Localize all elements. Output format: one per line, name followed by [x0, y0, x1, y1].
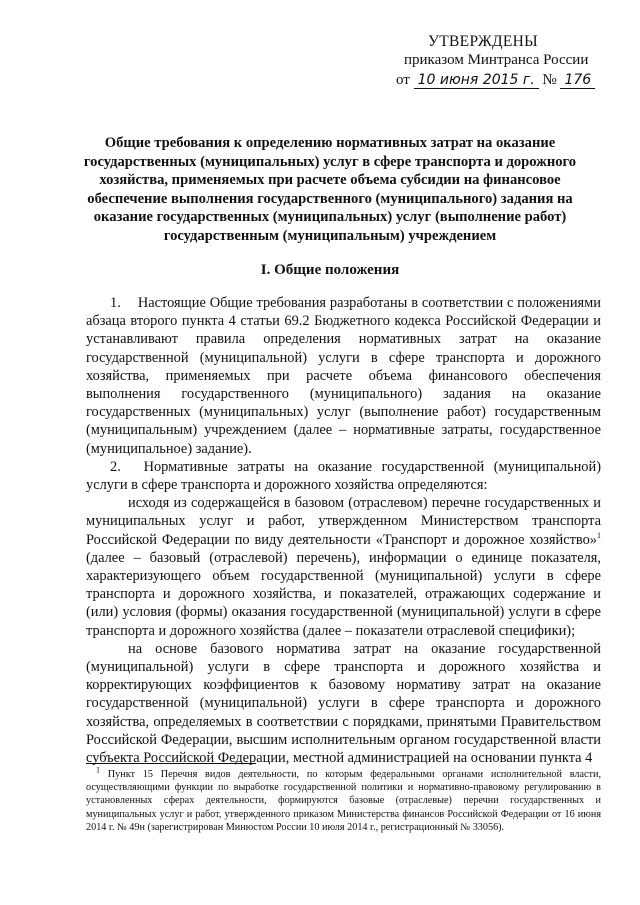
paragraph-text: Настоящие Общие требования разработаны в соответствии с положениями абзаца второго пункта 4 статьи 69.2 Бюджетного кодекса Российской Федерации и устанавливают правила определения нормативных затрат на оказание государственной (муниципальной) услуги в сфере транспорта и дорожного хозяйства, применяемых при расчете объема финансового обеспечения выполнения государственного (муниципального) задания на оказание государственных (муниципальных) услуг (выполнение работ) государственным (муниципальным) учреждением (далее – нормативные затраты, государственное (муниципальное) задание).: [86, 295, 601, 457]
paragraph-1: [86, 294, 601, 458]
paragraph-text: (далее – базовый (отраслевой) перечень), информации о единице показателя, характеризующего объем государственной (муниципальной) услуги в сфере транспорта и дорожного хозяйства, и показателей, отражающих содержание и (или) условия (формы) оказания государственной (муниципальной) услуги в сфере транспорта и дорожного хозяйства (далее – показатели отраслевой специфики);: [86, 549, 601, 639]
paragraph-2: [86, 458, 601, 494]
footnote-text: Пункт 15 Перечня видов деятельности, по которым федеральными органами исполнительной власти, осуществляющими функции по выработке государственной политики и нормативно-правовому регулированию в установленных сферах деятельности, формируются базовые (отраслевые) перечни государственных и муниципальных услуг и работ, утвержденного приказом Министерства финансов Российской Федерации от 16 июня 2014 г. № 49н (зарегистрирован Минюстом России 10 июля 2014 г., регистрационный № 33056).: [86, 769, 601, 833]
section-heading: I. Общие положения: [260, 262, 400, 278]
number-prefix: №: [542, 72, 557, 88]
order-date-line: [396, 71, 606, 90]
footnote-reference: 1: [597, 530, 601, 540]
footnote: [86, 765, 601, 834]
footnote-divider: [86, 763, 256, 764]
footnote-marker: 1: [96, 765, 100, 775]
paragraph-3: [86, 494, 601, 640]
paragraph-number: 1.: [110, 295, 121, 311]
document-body: [86, 294, 601, 767]
paragraph-number: 2.: [110, 458, 121, 475]
document-title: Общие требования к определению нормативных затрат на оказание государственных (муниципальных) услуг в сфере транспорта и дорожного хозяйства, применяемых при расчете объема субсидии на финансовое обеспечение выполнения государственного (муниципального) задания на оказание государственных (муниципальных) услуг (выполнение работ) государственным (муниципальным) учреждением: [83, 135, 577, 244]
approved-label: УТВЕРЖДЕНЫ: [428, 33, 538, 50]
paragraph-text: исходя из содержащейся в базовом (отраслевом) перечне государственных и муниципальных услуг и работ, утвержденном Министерством транспорта Российской Федерации по виду деятельности «Транспорт и дорожное хозяйство»: [86, 495, 601, 548]
approval-stamp: [396, 32, 606, 90]
date-prefix: от: [396, 72, 410, 88]
handwritten-date: 10 июня 2015 г.: [414, 72, 539, 89]
paragraph-4: [86, 640, 601, 767]
order-reference: приказом Минтранса России: [404, 52, 589, 68]
paragraph-text: Нормативные затраты на оказание государственной (муниципальной) услуги в сфере транспорта и дорожного хозяйства определяются:: [86, 458, 601, 494]
paragraph-text: на основе базового норматива затрат на оказание государственной (муниципальной) услуги в сфере транспорта и дорожного хозяйства и корректирующих коэффициентов к базовому нормативу затрат на оказание государственной (муниципальной) услуги в сфере транспорта и дорожного хозяйства, определяемых в соответствии с порядками, принятыми Правительством Российской Федерации, высшим исполнительным органом государственной власти субъекта Российской Федерации, местной администрацией на основании пункта 4: [86, 640, 601, 767]
handwritten-number: 176: [560, 72, 595, 89]
